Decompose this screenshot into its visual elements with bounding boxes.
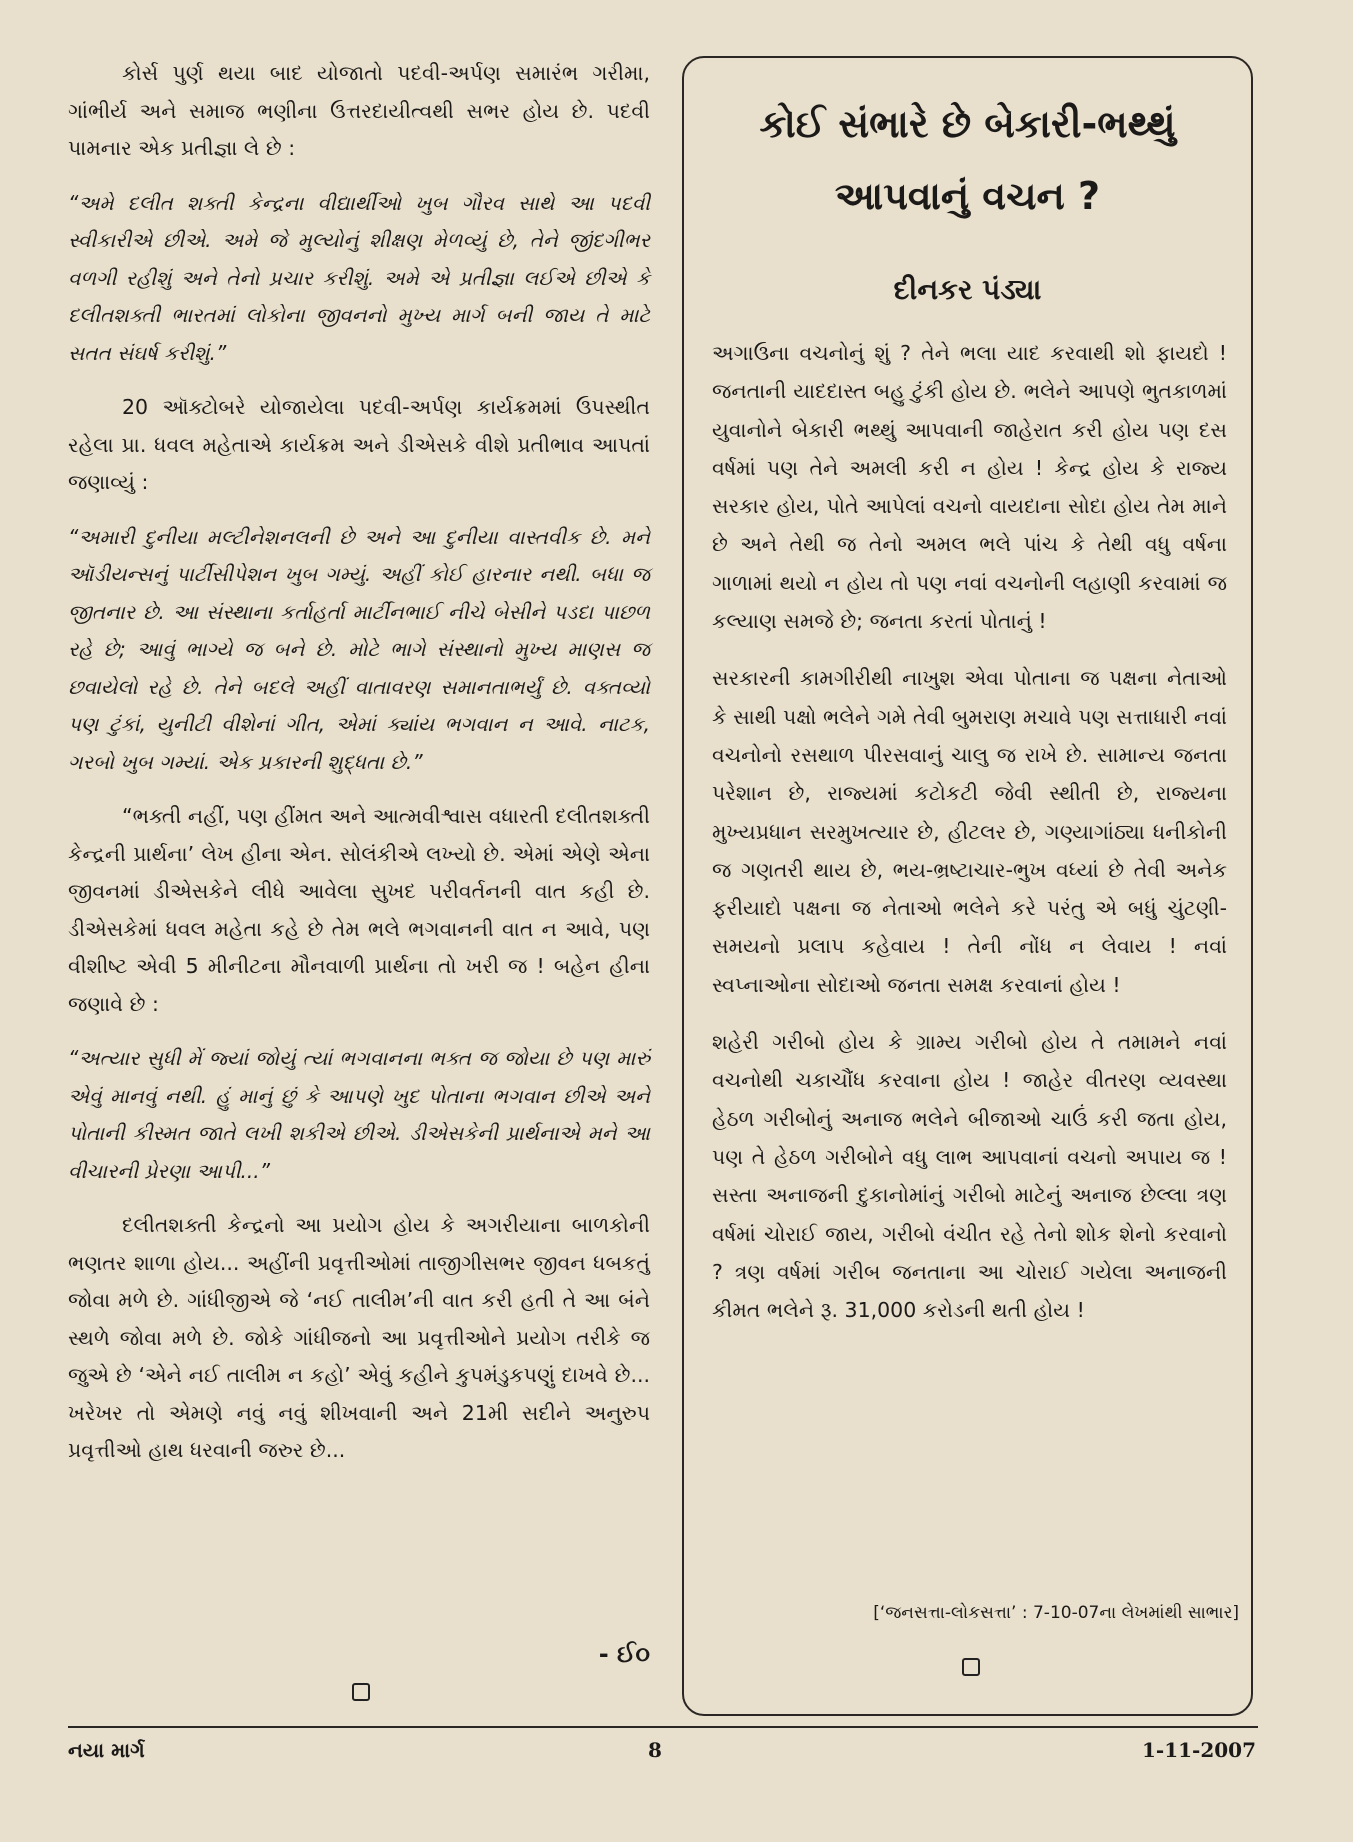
page-number: 8 — [648, 1738, 662, 1762]
author-signature: - ઈ૦ — [598, 1640, 650, 1668]
boxed-article-body — [712, 334, 1227, 1348]
publication-name: નયા માર્ગ — [68, 1738, 145, 1762]
box-paragraph-1: અગાઉના વચનોનું શું ? તેને ભલા યાદ કરવાથી શો ફાયદો ! જનતાની યાદદાસ્ત બહુ ટુંકી હોય છે. ભલેને આપણે ભુતકાળમાં યુવાનોને બેકારી ભથ્થું આપવાની જાહેરાત કરી હોય પણ દસ વર્ષમાં પણ તેને અમલી કરી ન હોય ! કેન્દ્ર હોય કે રાજ્ય સરકાર હોય, પોતે આપેલાં વચનો વાયદાના સોદા હોય તેમ માને છે અને તેથી જ તેનો અમલ ભલે પાંચ કે તેથી વધુ વર્ષના ગાળામાં થયો ન હોય તો પણ નવાં વચનોની લહાણી કરવામાં જ કલ્યાણ સમજે છે; જનતા કરતાં પોતાનું ! — [712, 341, 1227, 634]
left-quote-2: “અમારી દુનીયા મલ્ટીનેશનલની છે અને આ દુનીયા વાસ્તવીક છે. મને ઑડીયન્સનું પાર્ટીસીપેશન ખુબ ગમ્યું. અહીં કોઈ હારનાર નથી. બધા જ જીતનાર છે. આ સંસ્થાના કર્તાહર્તા માર્ટીનભાઈ નીચે બેસીને પડદા પાછળ રહે છે; આવું ભાગ્યે જ બને છે. મોટે ભાગે સંસ્થાનો મુખ્ય માણસ જ છવાયેલો રહે છે. તેને બદલે અહીં વાતાવરણ સમાનતાભર્યું છે. વક્તવ્યો પણ ટુંકાં, યુનીટી વીશેનાં ગીત, એમાં ક્યાંય ભગવાન ન આવે. નાટક, ગરબો ખુબ ગમ્યાં. એક પ્રકારની શુદ્ધતા છે.” — [68, 524, 650, 774]
issue-date: 1-11-2007 — [1141, 1738, 1256, 1762]
headline-line-2: આપવાનું વચન ? — [834, 174, 1101, 218]
box-paragraph-3: શહેરી ગરીબો હોય કે ગ્રામ્ય ગરીબો હોય તે તમામને નવાં વચનોથી ચકાચૌંધ કરવાના હોય ! જાહેર વીતરણ વ્યવસ્થા હેઠળ ગરીબોનું અનાજ ભલેને બીજાઓ ચાઉં કરી જતા હોય, પણ તે હેઠળ ગરીબોને વધુ લાભ આપવાનાં વચનો અપાય જ ! સસ્તા અનાજની દુકાનોમાંનું ગરીબો માટેનું અનાજ છેલ્લા ત્રણ વર્ષમાં ચોરાઈ જાય, ગરીબો વંચીત રહે તેનો શોક શેનો કરવાનો ? ત્રણ વર્ષમાં ગરીબ જનતાના આ ચોરાઈ ગયેલા અનાજની કીમત ભલેને રૂ. 31,000 કરોડની થતી હોય ! — [712, 1030, 1227, 1323]
footer-divider — [68, 1726, 1258, 1728]
end-mark-square-icon — [962, 1658, 980, 1676]
box-paragraph-2: સરકારની કામગીરીથી નાખુશ એવા પોતાના જ પક્ષના નેતાઓ કે સાથી પક્ષો ભલેને ગમે તેવી બુમરાણ મચાવે પણ સત્તાધારી નવાં વચનોનો રસથાળ પીરસવાનું ચાલુ જ રાખે છે. સામાન્ય જનતા પરેશાન છે, રાજ્યમાં કટોકટી જેવી સ્થીતી છે, રાજ્યના મુખ્યપ્રધાન સરમુખત્યાર છે, હીટલર છે, ગણ્યાગાંઠ્યા ધનીકોની જ ગણતરી થાય છે, ભય-ભ્રષ્ટાચાર-ભુખ વધ્યાં છે તેવી અનેક ફરીયાદો પક્ષના જ નેતાઓ ભલેને કરે પરંતુ એ બધું ચુંટણી-સમયનો પ્રલાપ કહેવાય ! તેની નોંધ ન લેવાય ! નવાં સ્વપ્નાઓના સોદાઓ જનતા સમક્ષ કરવાનાં હોય ! — [712, 666, 1227, 997]
article-author: દીનકર પંડ્યા — [893, 273, 1042, 306]
left-paragraph-2: 20 ઑક્ટોબરે યોજાયેલા પદવી-અર્પણ કાર્યક્રમમાં ઉપસ્થીત રહેલા પ્રા. ધવલ મહેતાએ કાર્યક્રમ અને ડીએસકે વીશે પ્રતીભાવ આપતાં જણાવ્યું : — [68, 395, 650, 494]
left-paragraph-1: કોર્સ પુર્ણ થયા બાદ યોજાતો પદવી-અર્પણ સમારંભ ગરીમા, ગાંભીર્ય અને સમાજ ભણીના ઉત્તરદાયીત્વથી સભર હોય છે. પદવી પામનાર એક પ્રતીજ્ઞા લે છે : — [68, 61, 650, 160]
source-credit: [‘જનસત્તા-લોકસત્તા’ : 7-10-07ના લેખમાંથી સાભાર] — [873, 1603, 1239, 1623]
boxed-article — [682, 56, 1253, 1716]
left-quote-1: “અમે દલીત શક્તી કેન્દ્રના વીદ્યાર્થીઓ ખુબ ગૌરવ સાથે આ પદવી સ્વીકારીએ છીએ. અમે જે મુલ્યોનું શીક્ષણ મેળવ્યું છે, તેને જીંદગીભર વળગી રહીશું અને તેનો પ્રચાર કરીશું. અમે એ પ્રતીજ્ઞા લઈએ છીએ કે દલીતશક્તી ભારતમાં લોકોના જીવનનો મુખ્ય માર્ગ બની જાય તે માટે સતત સંઘર્ષ કરીશું.” — [68, 190, 650, 365]
left-paragraph-4: દલીતશક્તી કેન્દ્રનો આ પ્રયોગ હોય કે અગરીયાના બાળકોની ભણતર શાળા હોય... અહીંની પ્રવૃત્તીઓમાં તાજીગીસભર જીવન ધબકતું જોવા મળે છે. ગાંધીજીએ જે ‘નઈ તાલીમ’ની વાત કરી હતી તે આ બંને સ્થળે જોવા મળે છે. જોકે ગાંધીજનો આ પ્રવૃત્તીઓને પ્રયોગ તરીકે જ જુએ છે ‘એને નઈ તાલીમ ન કહો’ એવું કહીને કુપમંડુકપણું દાખવે છે... ખરેખર તો એમણે નવું નવું શીખવાની અને 21મી સદીને અનુરુપ પ્રવૃત્તીઓ હાથ ધરવાની જરુર છે... — [68, 1213, 650, 1462]
left-article-column — [68, 55, 650, 1695]
left-quote-3: “અત્યાર સુધી મેં જ્યાં જોયું ત્યાં ભગવાનના ભક્ત જ જોયા છે પણ મારું એવું માનવું નથી. હું માનું છું કે આપણે ખુદ પોતાના ભગવાન છીએ અને પોતાની કીસ્મત જાતે લખી શકીએ છીએ. ડીએસકેની પ્રાર્થનાએ મને આ વીચારની પ્રેરણા આપી...” — [68, 1046, 650, 1183]
end-mark-square-icon — [352, 1683, 370, 1701]
left-paragraph-3: “ભક્તી નહીં, પણ હીંમત અને આત્મવીશ્વાસ વધારતી દલીતશક્તી કેન્દ્રની પ્રાર્થના’ લેખ હીના એન. સોલંકીએ લખ્યો છે. એમાં એણે એના જીવનમાં ડીએસકેને લીધે આવેલા સુખદ પરીવર્તનની વાત કહી છે. ડીએસકેમાં ધવલ મહેતા કહે છે તેમ ભલે ભગવાનની વાત ન આવે, પણ વીશીષ્ટ એવી 5 મીનીટના મૌનવાળી પ્રાર્થના તો ખરી જ ! બહેન હીના જણાવે છે : — [68, 804, 650, 1016]
article-headline — [684, 88, 1251, 232]
headline-line-1: કોઈ સંભારે છે બેકારી-ભથ્થું — [759, 102, 1176, 146]
